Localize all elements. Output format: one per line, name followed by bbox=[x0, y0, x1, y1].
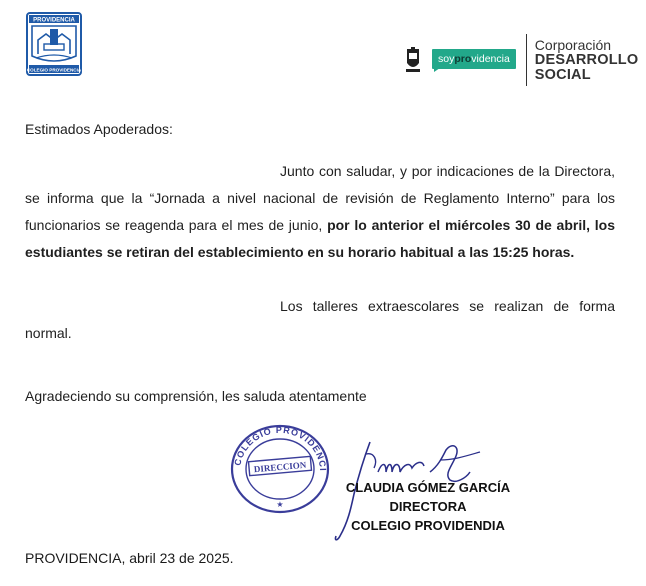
videncia-text: videncia bbox=[471, 52, 510, 65]
school-logo bbox=[26, 12, 82, 76]
salutation: Estimados Apoderados: bbox=[25, 121, 173, 137]
svg-text:DIRECCION: DIRECCION bbox=[253, 459, 307, 475]
signature-block bbox=[330, 478, 526, 535]
soy-text: soy bbox=[438, 52, 455, 65]
svg-text:★: ★ bbox=[276, 500, 284, 509]
svg-text:COLEGIO PROVIDENCIA: COLEGIO PROVIDENCIA bbox=[26, 67, 82, 73]
place-and-date: PROVIDENCIA, abril 23 de 2025. bbox=[25, 550, 234, 566]
stamp-icon bbox=[228, 421, 332, 515]
badge-tail bbox=[434, 68, 440, 72]
school-crest-icon bbox=[26, 12, 82, 76]
paragraph-workshops-text: Los talleres extraescolares se realizan de forma normal. bbox=[25, 298, 615, 341]
paragraph-bold-notice: por lo anterior el miércoles 30 de abril, los estudiantes se retiran del establecimiento en su horario habitual a las 15:25 horas. bbox=[25, 217, 616, 260]
soy-providencia-logo bbox=[432, 49, 516, 72]
paragraph-reschedule bbox=[25, 158, 615, 266]
signatory-institution: COLEGIO PROVIDENDIA bbox=[351, 518, 505, 533]
closing-line: Agradeciendo su comprensión, les saluda atentamente bbox=[25, 388, 367, 404]
svg-text:PROVIDENCIA: PROVIDENCIA bbox=[33, 17, 75, 24]
paragraph-intro: Junto con saludar, y por indicaciones de la Directora, se informa que la “Jornada a nivel nacional de revisión de Reglamento Interno” para los funcionarios se reagenda para el mes de junio, bbox=[25, 163, 615, 233]
header-logos bbox=[404, 32, 638, 88]
corporation-line3: SOCIAL bbox=[534, 66, 591, 83]
signatory-title: DIRECTORA bbox=[389, 499, 467, 514]
municipal-crest-icon bbox=[404, 47, 422, 73]
corporation-line2: DESARROLLO bbox=[534, 51, 639, 68]
signatory-name: CLAUDIA GÓMEZ GARCÍA bbox=[345, 480, 511, 495]
paragraph-workshops bbox=[25, 293, 615, 347]
corporation-line1: Corporación bbox=[534, 36, 612, 53]
soy-providencia-badge bbox=[432, 49, 516, 69]
corporation-logo bbox=[535, 38, 639, 83]
logo-divider bbox=[526, 34, 527, 86]
direction-stamp bbox=[228, 421, 332, 515]
pro-text: pro bbox=[454, 52, 472, 65]
svg-text:COLEGIO PROVIDENCIA: COLEGIO PROVIDENCI bbox=[232, 424, 329, 472]
